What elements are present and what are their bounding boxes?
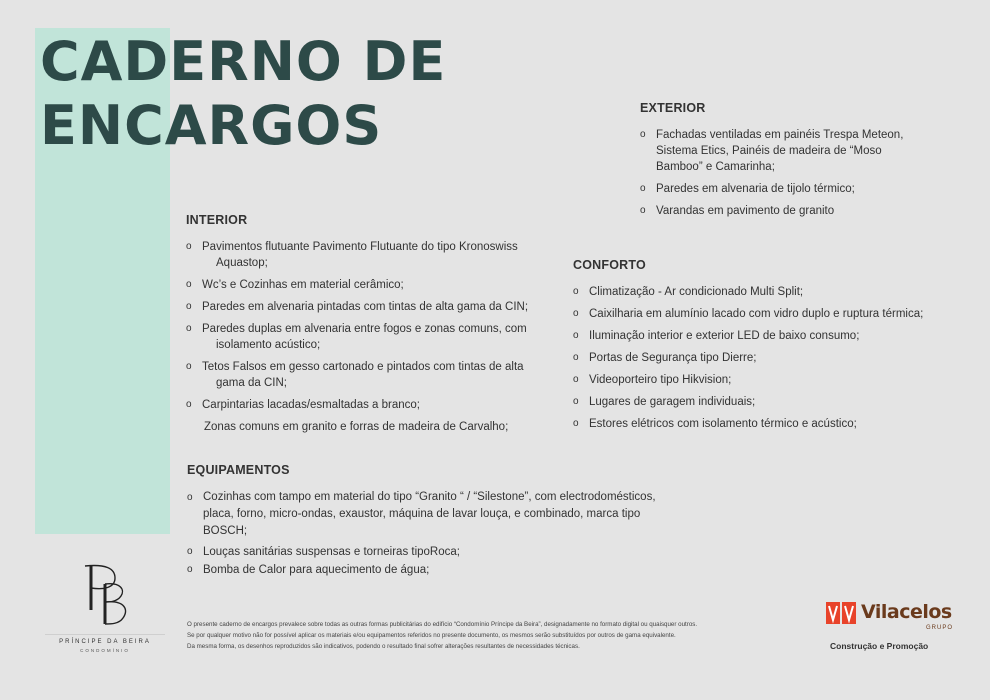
item-text: Paredes duplas em alvenaria entre fogos e zonas comuns, com (202, 323, 527, 335)
bullet-icon: o (187, 564, 193, 575)
bullet-icon: o (186, 301, 192, 312)
conforto-heading: CONFORTO (573, 258, 646, 272)
bullet-icon: o (186, 279, 192, 290)
disclaimer-line: Se por qualquer motivo não for possível aplicar os materiais e/ou equipamentos referidos no presente documento, os mesmos serão substituídos por outros de gama equivalente. (187, 632, 676, 639)
bullet-icon: o (573, 308, 579, 319)
logo-name: PRÍNCIPE DA BEIRA (59, 639, 151, 645)
svg-text:PB: PB (75, 560, 77, 561)
equipamentos-list (187, 489, 687, 578)
list-item (573, 328, 973, 344)
bullet-icon: o (573, 286, 579, 297)
list-item (573, 284, 973, 300)
title-line-1: CADERNO DE (40, 30, 447, 93)
vilacelos-name: Vilacelos (861, 601, 952, 623)
conforto-list (573, 284, 973, 432)
bullet-icon: o (573, 330, 579, 341)
bullet-icon: o (186, 323, 192, 334)
list-item (187, 544, 687, 560)
list-item (573, 416, 973, 432)
item-text: Bomba de Calor para aquecimento de água; (203, 564, 430, 576)
item-text: Louças sanitárias suspensas e torneiras tipoRoca; (203, 546, 460, 558)
item-text: Zonas comuns em granito e forras de madeira de Carvalho; (204, 421, 509, 433)
list-item (640, 203, 920, 219)
item-text: Lugares de garagem individuais; (589, 396, 756, 408)
equipamentos-heading: EQUIPAMENTOS (187, 463, 290, 477)
item-text: Wc’s e Cozinhas em material cerâmico; (202, 279, 404, 291)
item-text: Carpintarias lacadas/esmaltadas a branco; (202, 399, 420, 411)
bullet-icon: o (573, 352, 579, 363)
bullet-icon: o (186, 361, 192, 372)
item-text: Portas de Segurança tipo Dierre; (589, 352, 757, 364)
page-title (40, 30, 446, 158)
conforto-section (573, 258, 973, 438)
item-text-cont: Aquastop; (216, 257, 268, 269)
disclaimer (187, 619, 707, 652)
list-item (186, 321, 546, 353)
item-text: Climatização - Ar condicionado Multi Split; (589, 286, 804, 298)
list-item (573, 372, 973, 388)
vilacelos-grupo: GRUPO (926, 625, 954, 631)
disclaimer-line: Da mesma forma, os desenhos reproduzidos são indicativos, podendo o resultado final sofrer alterações resultantes de necessidades técnicas. (187, 643, 580, 650)
exterior-section (640, 101, 920, 225)
list-item (187, 562, 687, 578)
list-item (186, 239, 546, 271)
item-text-cont: isolamento acústico; (216, 339, 321, 351)
logo-subtitle: CONDOMÍNIO (80, 648, 130, 653)
item-text: Fachadas ventiladas em painéis Trespa Meteon, Sistema Etics, Painéis de madeira de “Moso Bamboo” e Camarinha; (656, 129, 904, 173)
list-item (187, 489, 687, 540)
list-item (186, 299, 546, 315)
list-item-extra (186, 419, 546, 435)
list-item (573, 394, 973, 410)
bullet-icon: o (640, 205, 646, 216)
bullet-icon: o (186, 399, 192, 410)
list-item (186, 359, 546, 391)
item-text: Varandas em pavimento de granito (656, 205, 835, 217)
item-text: Paredes em alvenaria de tijolo térmico; (656, 183, 855, 195)
item-text: Estores elétricos com isolamento térmico e acústico; (589, 418, 857, 430)
interior-section (186, 213, 546, 441)
bullet-icon: o (573, 374, 579, 385)
item-text: Iluminação interior e exterior LED de baixo consumo; (589, 330, 860, 342)
bullet-icon: o (186, 241, 192, 252)
exterior-heading: EXTERIOR (640, 101, 706, 115)
interior-list (186, 239, 546, 435)
bullet-icon: o (640, 129, 646, 140)
list-item (573, 350, 973, 366)
logo-divider (45, 634, 165, 635)
pb-monogram-icon (75, 560, 135, 628)
vilacelos-mark-icon (826, 598, 858, 626)
list-item (640, 127, 920, 175)
list-item (573, 306, 973, 322)
principe-da-beira-logo (40, 560, 170, 660)
bullet-icon: o (187, 492, 193, 503)
item-text: Videoporteiro tipo Hikvision; (589, 374, 732, 386)
vilacelos-logo (826, 598, 966, 658)
list-item (186, 397, 546, 413)
exterior-list (640, 127, 920, 219)
bullet-icon: o (640, 183, 646, 194)
item-text: Pavimentos flutuante Pavimento Flutuante do tipo Kronoswiss (202, 241, 518, 253)
vilacelos-tagline: Construção e Promoção (830, 641, 929, 651)
bullet-icon: o (573, 418, 579, 429)
equipamentos-section (187, 463, 687, 584)
item-text: Cozinhas com tampo em material do tipo “Granito “ / “Silestone”, com electrodomésticos, placa, forno, micro-ondas, exaustor, máquina de lavar louça, e combinado, marca tipo BOSCH; (203, 491, 656, 537)
item-text-cont: gama da CIN; (216, 377, 287, 389)
bullet-icon: o (187, 546, 193, 557)
bullet-icon: o (573, 396, 579, 407)
disclaimer-line: O presente caderno de encargos prevalece sobre todas as outras formas publicitárias do edifício “Condomínio Príncipe da Beira”, designadamente no formato digital ou quaisquer outros. (187, 621, 698, 628)
list-item (640, 181, 920, 197)
interior-heading: INTERIOR (186, 213, 248, 227)
title-line-2: ENCARGOS (40, 94, 383, 157)
item-text: Paredes em alvenaria pintadas com tintas de alta gama da CIN; (202, 301, 529, 313)
item-text: Tetos Falsos em gesso cartonado e pintados com tintas de alta (202, 361, 524, 373)
list-item (186, 277, 546, 293)
item-text: Caixilharia em alumínio lacado com vidro duplo e ruptura térmica; (589, 308, 924, 320)
